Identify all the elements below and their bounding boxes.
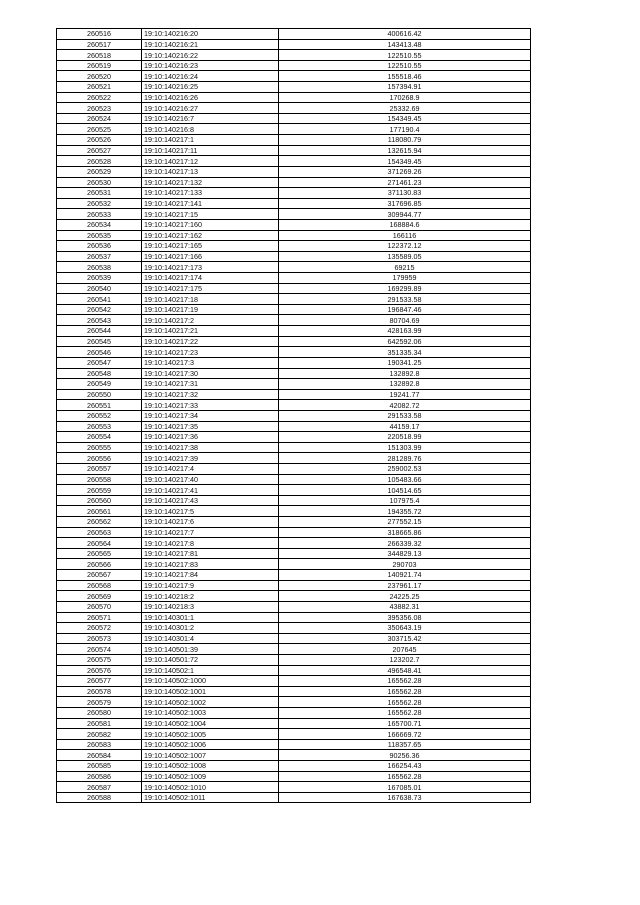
cadastral-number-cell: 19:10:140502:1001 xyxy=(142,686,279,697)
table-row xyxy=(57,166,531,177)
table-row xyxy=(57,442,531,453)
value-cell: 90256.36 xyxy=(279,750,531,761)
table-row xyxy=(57,559,531,570)
record-id-cell: 260522 xyxy=(57,92,142,103)
record-id-cell: 260553 xyxy=(57,421,142,432)
cadastral-number-cell: 19:10:140217:173 xyxy=(142,262,279,273)
value-cell: 122510.55 xyxy=(279,60,531,71)
value-cell: 168884.6 xyxy=(279,219,531,230)
table-row xyxy=(57,463,531,474)
value-cell: 165562.28 xyxy=(279,676,531,687)
table-row xyxy=(57,241,531,252)
cadastral-number-cell: 19:10:140217:3 xyxy=(142,357,279,368)
cadastral-number-cell: 19:10:140217:39 xyxy=(142,453,279,464)
record-id-cell: 260584 xyxy=(57,750,142,761)
record-id-cell: 260565 xyxy=(57,548,142,559)
table-row xyxy=(57,432,531,443)
cadastral-number-cell: 19:10:140502:1003 xyxy=(142,708,279,719)
table-row xyxy=(57,39,531,50)
table-row xyxy=(57,421,531,432)
cadastral-number-cell: 19:10:140502:1008 xyxy=(142,761,279,772)
value-cell: 80704.69 xyxy=(279,315,531,326)
cadastral-number-cell: 19:10:140218:2 xyxy=(142,591,279,602)
cadastral-number-cell: 19:10:140502:1007 xyxy=(142,750,279,761)
table-row xyxy=(57,750,531,761)
value-cell: 220518.99 xyxy=(279,432,531,443)
table-row xyxy=(57,771,531,782)
table-row xyxy=(57,82,531,93)
table-row xyxy=(57,177,531,188)
table-row xyxy=(57,718,531,729)
record-id-cell: 260526 xyxy=(57,135,142,146)
cadastral-number-cell: 19:10:140217:21 xyxy=(142,326,279,337)
record-id-cell: 260550 xyxy=(57,389,142,400)
cadastral-number-cell: 19:10:140301:1 xyxy=(142,612,279,623)
table-row xyxy=(57,686,531,697)
value-cell: 167638.73 xyxy=(279,792,531,803)
cadastral-number-cell: 19:10:140217:36 xyxy=(142,432,279,443)
value-cell: 151303.99 xyxy=(279,442,531,453)
table-row xyxy=(57,368,531,379)
value-cell: 118080.79 xyxy=(279,135,531,146)
table-row xyxy=(57,665,531,676)
value-cell: 143413.48 xyxy=(279,39,531,50)
table-row xyxy=(57,633,531,644)
value-cell: 642592.06 xyxy=(279,336,531,347)
value-cell: 19241.77 xyxy=(279,389,531,400)
cadastral-number-cell: 19:10:140217:132 xyxy=(142,177,279,188)
record-id-cell: 260544 xyxy=(57,326,142,337)
cadastral-number-cell: 19:10:140301:4 xyxy=(142,633,279,644)
value-cell: 169299.89 xyxy=(279,283,531,294)
cadastral-number-cell: 19:10:140217:5 xyxy=(142,506,279,517)
value-cell: 165700.71 xyxy=(279,718,531,729)
table-row xyxy=(57,315,531,326)
value-cell: 303715.42 xyxy=(279,633,531,644)
cadastral-number-cell: 19:10:140217:30 xyxy=(142,368,279,379)
table-row xyxy=(57,517,531,528)
table-row xyxy=(57,623,531,634)
cadastral-number-cell: 19:10:140217:81 xyxy=(142,548,279,559)
cadastral-number-cell: 19:10:140217:11 xyxy=(142,145,279,156)
value-cell: 177190.4 xyxy=(279,124,531,135)
record-id-cell: 260552 xyxy=(57,410,142,421)
table-row xyxy=(57,570,531,581)
table-row xyxy=(57,400,531,411)
record-id-cell: 260560 xyxy=(57,495,142,506)
table-row xyxy=(57,676,531,687)
record-id-cell: 260533 xyxy=(57,209,142,220)
table-row xyxy=(57,357,531,368)
value-cell: 259002.53 xyxy=(279,463,531,474)
value-cell: 166669.72 xyxy=(279,729,531,740)
table-row xyxy=(57,251,531,262)
cadastral-number-cell: 19:10:140216:20 xyxy=(142,29,279,40)
cadastral-number-cell: 19:10:140217:23 xyxy=(142,347,279,358)
value-cell: 166116 xyxy=(279,230,531,241)
record-id-cell: 260558 xyxy=(57,474,142,485)
record-id-cell: 260524 xyxy=(57,113,142,124)
cadastral-number-cell: 19:10:140502:1000 xyxy=(142,676,279,687)
table-row xyxy=(57,156,531,167)
cadastral-number-cell: 19:10:140217:2 xyxy=(142,315,279,326)
value-cell: 170268.9 xyxy=(279,92,531,103)
value-cell: 122372.12 xyxy=(279,241,531,252)
table-row xyxy=(57,209,531,220)
cadastral-number-cell: 19:10:140217:31 xyxy=(142,379,279,390)
record-id-cell: 260534 xyxy=(57,219,142,230)
record-id-cell: 260587 xyxy=(57,782,142,793)
cadastral-number-cell: 19:10:140217:166 xyxy=(142,251,279,262)
value-cell: 281289.76 xyxy=(279,453,531,464)
table-row xyxy=(57,262,531,273)
record-id-cell: 260576 xyxy=(57,665,142,676)
cadastral-number-cell: 19:10:140217:12 xyxy=(142,156,279,167)
value-cell: 165562.28 xyxy=(279,771,531,782)
value-cell: 290703 xyxy=(279,559,531,570)
record-id-cell: 260573 xyxy=(57,633,142,644)
cadastral-number-cell: 19:10:140216:23 xyxy=(142,60,279,71)
value-cell: 400616.42 xyxy=(279,29,531,40)
record-id-cell: 260542 xyxy=(57,304,142,315)
value-cell: 165562.28 xyxy=(279,708,531,719)
record-id-cell: 260551 xyxy=(57,400,142,411)
value-cell: 179959 xyxy=(279,273,531,284)
value-cell: 428163.99 xyxy=(279,326,531,337)
cadastral-number-cell: 19:10:140217:38 xyxy=(142,442,279,453)
value-cell: 266339.32 xyxy=(279,538,531,549)
value-cell: 105483.66 xyxy=(279,474,531,485)
record-id-cell: 260579 xyxy=(57,697,142,708)
record-id-cell: 260518 xyxy=(57,50,142,61)
table-row xyxy=(57,591,531,602)
record-id-cell: 260564 xyxy=(57,538,142,549)
table-row xyxy=(57,495,531,506)
value-cell: 132892.8 xyxy=(279,379,531,390)
record-id-cell: 260532 xyxy=(57,198,142,209)
cadastral-number-cell: 19:10:140216:25 xyxy=(142,82,279,93)
record-id-cell: 260539 xyxy=(57,273,142,284)
table-row xyxy=(57,230,531,241)
table-row xyxy=(57,708,531,719)
value-cell: 196847.46 xyxy=(279,304,531,315)
record-id-cell: 260516 xyxy=(57,29,142,40)
value-cell: 165562.28 xyxy=(279,686,531,697)
cadastral-number-cell: 19:10:140502:1005 xyxy=(142,729,279,740)
record-id-cell: 260547 xyxy=(57,357,142,368)
record-id-cell: 260555 xyxy=(57,442,142,453)
table-row xyxy=(57,601,531,612)
table-row xyxy=(57,379,531,390)
cadastral-number-cell: 19:10:140502:1011 xyxy=(142,792,279,803)
value-cell: 395356.08 xyxy=(279,612,531,623)
cadastral-number-cell: 19:10:140502:1010 xyxy=(142,782,279,793)
table-row xyxy=(57,50,531,61)
table-row xyxy=(57,103,531,114)
record-id-cell: 260572 xyxy=(57,623,142,634)
record-id-cell: 260520 xyxy=(57,71,142,82)
value-cell: 24225.25 xyxy=(279,591,531,602)
table-row xyxy=(57,538,531,549)
value-cell: 42082.72 xyxy=(279,400,531,411)
record-id-cell: 260528 xyxy=(57,156,142,167)
value-cell: 351335.34 xyxy=(279,347,531,358)
record-id-cell: 260546 xyxy=(57,347,142,358)
record-id-cell: 260588 xyxy=(57,792,142,803)
cadastral-number-cell: 19:10:140217:83 xyxy=(142,559,279,570)
value-cell: 371130.83 xyxy=(279,188,531,199)
value-cell: 166254.43 xyxy=(279,761,531,772)
cadastral-number-cell: 19:10:140217:34 xyxy=(142,410,279,421)
record-id-cell: 260562 xyxy=(57,517,142,528)
record-id-cell: 260530 xyxy=(57,177,142,188)
record-id-cell: 260586 xyxy=(57,771,142,782)
value-cell: 132892.8 xyxy=(279,368,531,379)
value-cell: 154349.45 xyxy=(279,156,531,167)
table-row xyxy=(57,485,531,496)
table-row xyxy=(57,219,531,230)
table-row xyxy=(57,761,531,772)
spreadsheet-page xyxy=(56,28,531,803)
table-row xyxy=(57,294,531,305)
table-row xyxy=(57,410,531,421)
cadastral-number-cell: 19:10:140217:1 xyxy=(142,135,279,146)
record-id-cell: 260566 xyxy=(57,559,142,570)
table-row xyxy=(57,347,531,358)
value-cell: 318665.86 xyxy=(279,527,531,538)
cadastral-number-cell: 19:10:140217:35 xyxy=(142,421,279,432)
table-row xyxy=(57,283,531,294)
table-row xyxy=(57,145,531,156)
cadastral-number-cell: 19:10:140501:72 xyxy=(142,654,279,665)
cadastral-number-cell: 19:10:140217:8 xyxy=(142,538,279,549)
cadastral-number-cell: 19:10:140301:2 xyxy=(142,623,279,634)
table-row xyxy=(57,644,531,655)
cadastral-number-cell: 19:10:140502:1004 xyxy=(142,718,279,729)
record-id-cell: 260568 xyxy=(57,580,142,591)
record-id-cell: 260527 xyxy=(57,145,142,156)
record-id-cell: 260554 xyxy=(57,432,142,443)
table-row xyxy=(57,135,531,146)
record-id-cell: 260570 xyxy=(57,601,142,612)
value-cell: 122510.55 xyxy=(279,50,531,61)
record-id-cell: 260525 xyxy=(57,124,142,135)
cadastral-number-cell: 19:10:140502:1 xyxy=(142,665,279,676)
record-id-cell: 260578 xyxy=(57,686,142,697)
cadastral-number-cell: 19:10:140217:41 xyxy=(142,485,279,496)
value-cell: 277552.15 xyxy=(279,517,531,528)
cadastral-number-cell: 19:10:140217:165 xyxy=(142,241,279,252)
table-row xyxy=(57,198,531,209)
record-id-cell: 260541 xyxy=(57,294,142,305)
data-table xyxy=(56,28,531,803)
cadastral-number-cell: 19:10:140217:40 xyxy=(142,474,279,485)
table-row xyxy=(57,527,531,538)
table-row xyxy=(57,92,531,103)
cadastral-number-cell: 19:10:140217:9 xyxy=(142,580,279,591)
record-id-cell: 260517 xyxy=(57,39,142,50)
table-row xyxy=(57,739,531,750)
table-row xyxy=(57,729,531,740)
table-row xyxy=(57,60,531,71)
cadastral-number-cell: 19:10:140218:3 xyxy=(142,601,279,612)
table-row xyxy=(57,697,531,708)
value-cell: 194355.72 xyxy=(279,506,531,517)
record-id-cell: 260523 xyxy=(57,103,142,114)
cadastral-number-cell: 19:10:140217:175 xyxy=(142,283,279,294)
table-row xyxy=(57,580,531,591)
table-row xyxy=(57,474,531,485)
cadastral-number-cell: 19:10:140216:7 xyxy=(142,113,279,124)
cadastral-number-cell: 19:10:140502:1002 xyxy=(142,697,279,708)
record-id-cell: 260563 xyxy=(57,527,142,538)
cadastral-number-cell: 19:10:140217:174 xyxy=(142,273,279,284)
record-id-cell: 260536 xyxy=(57,241,142,252)
table-row xyxy=(57,29,531,40)
table-row xyxy=(57,71,531,82)
table-row xyxy=(57,326,531,337)
record-id-cell: 260559 xyxy=(57,485,142,496)
table-row xyxy=(57,453,531,464)
value-cell: 107975.4 xyxy=(279,495,531,506)
value-cell: 309944.77 xyxy=(279,209,531,220)
cadastral-number-cell: 19:10:140216:27 xyxy=(142,103,279,114)
record-id-cell: 260531 xyxy=(57,188,142,199)
table-row xyxy=(57,506,531,517)
table-row xyxy=(57,654,531,665)
value-cell: 157394.91 xyxy=(279,82,531,93)
value-cell: 237961.17 xyxy=(279,580,531,591)
value-cell: 291533.58 xyxy=(279,410,531,421)
value-cell: 135589.05 xyxy=(279,251,531,262)
record-id-cell: 260540 xyxy=(57,283,142,294)
value-cell: 154349.45 xyxy=(279,113,531,124)
value-cell: 155518.46 xyxy=(279,71,531,82)
record-id-cell: 260519 xyxy=(57,60,142,71)
record-id-cell: 260556 xyxy=(57,453,142,464)
cadastral-number-cell: 19:10:140217:141 xyxy=(142,198,279,209)
value-cell: 207645 xyxy=(279,644,531,655)
value-cell: 371269.26 xyxy=(279,166,531,177)
table-row xyxy=(57,188,531,199)
cadastral-number-cell: 19:10:140217:15 xyxy=(142,209,279,220)
record-id-cell: 260580 xyxy=(57,708,142,719)
cadastral-number-cell: 19:10:140217:18 xyxy=(142,294,279,305)
record-id-cell: 260582 xyxy=(57,729,142,740)
cadastral-number-cell: 19:10:140217:6 xyxy=(142,517,279,528)
record-id-cell: 260569 xyxy=(57,591,142,602)
value-cell: 118357.65 xyxy=(279,739,531,750)
record-id-cell: 260537 xyxy=(57,251,142,262)
value-cell: 165562.28 xyxy=(279,697,531,708)
cadastral-number-cell: 19:10:140217:32 xyxy=(142,389,279,400)
value-cell: 496548.41 xyxy=(279,665,531,676)
cadastral-number-cell: 19:10:140502:1009 xyxy=(142,771,279,782)
value-cell: 44159.17 xyxy=(279,421,531,432)
cadastral-number-cell: 19:10:140216:22 xyxy=(142,50,279,61)
value-cell: 25332.69 xyxy=(279,103,531,114)
table-body xyxy=(57,29,531,803)
table-row xyxy=(57,612,531,623)
value-cell: 167085.01 xyxy=(279,782,531,793)
cadastral-number-cell: 19:10:140216:26 xyxy=(142,92,279,103)
cadastral-number-cell: 19:10:140217:162 xyxy=(142,230,279,241)
cadastral-number-cell: 19:10:140217:4 xyxy=(142,463,279,474)
value-cell: 291533.58 xyxy=(279,294,531,305)
cadastral-number-cell: 19:10:140217:43 xyxy=(142,495,279,506)
cadastral-number-cell: 19:10:140217:7 xyxy=(142,527,279,538)
value-cell: 271461.23 xyxy=(279,177,531,188)
record-id-cell: 260548 xyxy=(57,368,142,379)
record-id-cell: 260543 xyxy=(57,315,142,326)
record-id-cell: 260545 xyxy=(57,336,142,347)
record-id-cell: 260567 xyxy=(57,570,142,581)
record-id-cell: 260535 xyxy=(57,230,142,241)
cadastral-number-cell: 19:10:140217:133 xyxy=(142,188,279,199)
value-cell: 190341.25 xyxy=(279,357,531,368)
value-cell: 104514.65 xyxy=(279,485,531,496)
record-id-cell: 260571 xyxy=(57,612,142,623)
cadastral-number-cell: 19:10:140216:21 xyxy=(142,39,279,50)
record-id-cell: 260585 xyxy=(57,761,142,772)
value-cell: 43882.31 xyxy=(279,601,531,612)
value-cell: 140921.74 xyxy=(279,570,531,581)
value-cell: 350643.19 xyxy=(279,623,531,634)
cadastral-number-cell: 19:10:140216:8 xyxy=(142,124,279,135)
cadastral-number-cell: 19:10:140217:84 xyxy=(142,570,279,581)
record-id-cell: 260561 xyxy=(57,506,142,517)
cadastral-number-cell: 19:10:140217:160 xyxy=(142,219,279,230)
value-cell: 344829.13 xyxy=(279,548,531,559)
record-id-cell: 260521 xyxy=(57,82,142,93)
table-row xyxy=(57,548,531,559)
table-row xyxy=(57,336,531,347)
cadastral-number-cell: 19:10:140217:33 xyxy=(142,400,279,411)
cadastral-number-cell: 19:10:140217:13 xyxy=(142,166,279,177)
record-id-cell: 260583 xyxy=(57,739,142,750)
table-row xyxy=(57,273,531,284)
table-row xyxy=(57,113,531,124)
record-id-cell: 260549 xyxy=(57,379,142,390)
cadastral-number-cell: 19:10:140217:22 xyxy=(142,336,279,347)
record-id-cell: 260575 xyxy=(57,654,142,665)
record-id-cell: 260577 xyxy=(57,676,142,687)
value-cell: 123202.7 xyxy=(279,654,531,665)
cadastral-number-cell: 19:10:140502:1006 xyxy=(142,739,279,750)
record-id-cell: 260574 xyxy=(57,644,142,655)
cadastral-number-cell: 19:10:140217:19 xyxy=(142,304,279,315)
record-id-cell: 260581 xyxy=(57,718,142,729)
record-id-cell: 260557 xyxy=(57,463,142,474)
cadastral-number-cell: 19:10:140501:39 xyxy=(142,644,279,655)
table-row xyxy=(57,389,531,400)
table-row xyxy=(57,124,531,135)
value-cell: 132615.94 xyxy=(279,145,531,156)
table-row xyxy=(57,782,531,793)
value-cell: 317696.85 xyxy=(279,198,531,209)
value-cell: 69215 xyxy=(279,262,531,273)
record-id-cell: 260529 xyxy=(57,166,142,177)
cadastral-number-cell: 19:10:140216:24 xyxy=(142,71,279,82)
table-row xyxy=(57,304,531,315)
table-row xyxy=(57,792,531,803)
record-id-cell: 260538 xyxy=(57,262,142,273)
